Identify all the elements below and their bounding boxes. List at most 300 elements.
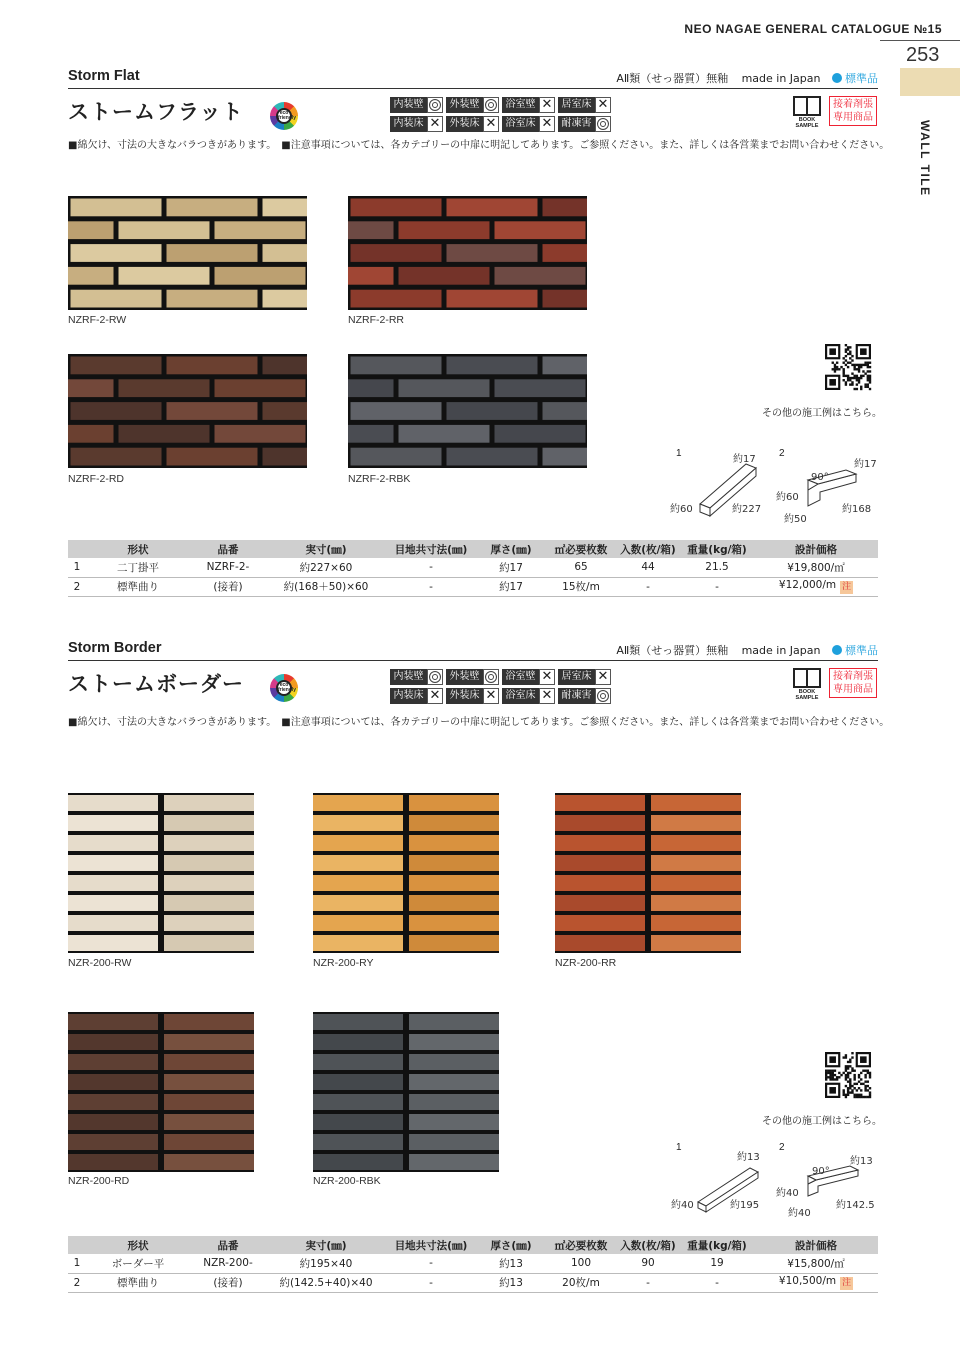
tile-piece: [555, 915, 645, 931]
usage-cell: [502, 115, 556, 132]
standard-label: 標準品: [845, 72, 878, 85]
tile-piece: [543, 199, 588, 217]
table-cell: ¥15,800/㎡: [754, 1254, 878, 1273]
swatch-code: NZR-200-RD: [68, 1175, 130, 1187]
standard-label: 標準品: [845, 644, 878, 657]
tile-piece: [164, 1014, 254, 1030]
tile-piece: [263, 199, 308, 217]
table-cell: 約(142.5+40)×40: [266, 1273, 386, 1292]
product-section-storm-flat: [0, 68, 960, 598]
tile-piece: [409, 1114, 499, 1130]
table-cell: 2: [68, 577, 86, 596]
table-cell: 約(168＋50)×60: [266, 577, 386, 596]
tile-piece: [119, 221, 210, 239]
table-header: 重量(kg/箱): [680, 1236, 754, 1254]
swatch-code: NZRF-2-RBK: [348, 473, 411, 485]
tile-piece: [68, 1034, 158, 1050]
table-header: 品番: [190, 1236, 266, 1254]
tile-piece: [651, 835, 741, 851]
suitable-icon: [595, 688, 611, 704]
product-en-title: Storm Border: [68, 640, 162, 656]
tile-piece: [68, 1094, 158, 1110]
eco-label: eco friendly: [276, 108, 292, 124]
tile-piece: [555, 895, 645, 911]
product-section-storm-border: [0, 640, 960, 1300]
dimension-label: 約168: [842, 504, 872, 515]
usage-label: 内装床: [390, 116, 427, 132]
tile-piece: [164, 795, 254, 811]
table-header: 重量(kg/箱): [680, 540, 754, 558]
made-in: made in Japan: [741, 644, 821, 657]
tile-piece: [119, 267, 210, 285]
tile-piece: [409, 1014, 499, 1030]
suitable-icon: [483, 97, 499, 113]
tile-piece: [651, 855, 741, 871]
spec-table: [68, 540, 878, 597]
tile-piece: [409, 795, 499, 811]
tile-piece: [351, 290, 442, 308]
usage-cell: [446, 115, 500, 132]
adhesive-only-badge: 接着剤張専用商品: [829, 668, 877, 698]
tile-piece: [313, 835, 403, 851]
tile-piece: [68, 1054, 158, 1070]
tile-piece: [447, 402, 538, 420]
tile-piece: [651, 895, 741, 911]
usage-label: 外装床: [446, 688, 483, 704]
diagram-number-1: 1: [676, 1142, 682, 1153]
table-header-row: [68, 540, 878, 558]
diagram-number-1: 1: [676, 448, 682, 459]
tile-piece: [68, 895, 158, 911]
table-cell: 標準曲り: [86, 577, 190, 596]
tile-piece: [399, 221, 490, 239]
tile-piece: [399, 379, 490, 397]
usage-cell: [558, 115, 612, 132]
table-cell: -: [386, 577, 476, 596]
tile-piece: [351, 448, 442, 466]
tile-piece: [164, 915, 254, 931]
price-value: ¥12,000/m: [778, 579, 837, 591]
tile-piece: [409, 1154, 499, 1170]
product-jp-title: ストームフラット: [68, 100, 244, 124]
tile-piece: [351, 357, 442, 375]
table-header: 目地共寸法(㎜): [386, 540, 476, 558]
caution-note: ■綿欠け、寸法の大きなバラつきがあります。 ■注意事項については、各カテゴリーの中扉に明記してあります。ご参照ください。また、詳しくは各営業までお問い合わせください。: [68, 717, 890, 728]
dimension-label: 約142.5: [836, 1200, 875, 1211]
swatch-code: NZRF-2-RW: [68, 314, 127, 326]
usage-cell: [502, 96, 556, 113]
tile-piece: [348, 221, 394, 239]
note-badge: 注: [842, 582, 852, 592]
table-cell: -: [616, 1273, 680, 1292]
usage-cell: [390, 687, 444, 704]
tile-piece: [263, 244, 308, 262]
dimension-label: 約50: [784, 514, 807, 525]
tile-swatch: [348, 196, 587, 310]
tile-piece: [495, 425, 586, 443]
catalogue-title: NEO NAGAE GENERAL CATALOGUE №15: [684, 22, 942, 36]
tile-piece: [68, 1014, 158, 1030]
tile-piece: [263, 290, 308, 308]
tile-piece: [164, 1094, 254, 1110]
tile-piece: [68, 835, 158, 851]
usage-label: 居室床: [558, 669, 595, 685]
table-header: 実寸(㎜): [266, 1236, 386, 1254]
table-cell: 90: [616, 1254, 680, 1273]
tile-piece: [68, 855, 158, 871]
tile-piece: [409, 1094, 499, 1110]
table-header: [68, 540, 86, 558]
tile-piece: [167, 448, 258, 466]
table-cell: 約17: [476, 558, 546, 577]
tile-swatch: [313, 1012, 499, 1172]
tile-piece: [651, 935, 741, 951]
tile-piece: [351, 199, 442, 217]
tile-piece: [313, 1014, 403, 1030]
tile-piece: [68, 1154, 158, 1170]
title-rule: [68, 88, 878, 89]
dimension-label: 90°: [811, 472, 829, 483]
tile-piece: [409, 915, 499, 931]
table-cell: 21.5: [680, 558, 754, 577]
page-number: 253: [906, 44, 940, 66]
tile-piece: [555, 815, 645, 831]
table-cell: 約13: [476, 1254, 546, 1273]
product-jp-title: ストームボーダー: [68, 672, 244, 696]
tile-piece: [313, 1094, 403, 1110]
tile-piece: [351, 244, 442, 262]
dimension-label: 約195: [730, 1200, 760, 1211]
tile-piece: [167, 199, 258, 217]
swatch-code: NZRF-2-RR: [348, 314, 404, 326]
tile-piece: [164, 815, 254, 831]
tile-piece: [409, 1054, 499, 1070]
tile-piece: [555, 875, 645, 891]
dimension-label: 約40: [776, 1188, 799, 1199]
table-header: 厚さ(㎜): [476, 540, 546, 558]
tile-piece: [447, 244, 538, 262]
tile-piece: [651, 875, 741, 891]
usage-label: 居室床: [558, 97, 595, 113]
table-cell-price: [754, 1273, 878, 1292]
tile-piece: [71, 244, 162, 262]
table-header: 厚さ(㎜): [476, 1236, 546, 1254]
swatch-code: NZR-200-RR: [555, 957, 617, 969]
unsuitable-icon: ✕: [427, 116, 443, 132]
table-header: 形状: [86, 1236, 190, 1254]
tile-piece: [313, 1114, 403, 1130]
usage-cell: [558, 96, 612, 113]
table-row: [68, 1273, 878, 1292]
tile-piece: [164, 1054, 254, 1070]
tile-swatch: [68, 354, 307, 468]
tile-piece: [164, 1074, 254, 1090]
dimension-label: 約227: [732, 504, 762, 515]
unsuitable-icon: ✕: [427, 688, 443, 704]
qr-code-icon[interactable]: [825, 1052, 871, 1098]
usage-grid: [390, 668, 612, 704]
swatch-code: NZR-200-RY: [313, 957, 374, 969]
tile-piece: [313, 915, 403, 931]
tile-piece: [313, 1074, 403, 1090]
tile-piece: [409, 1074, 499, 1090]
suitable-icon: [427, 97, 443, 113]
table-cell: 約13: [476, 1273, 546, 1292]
table-cell: -: [680, 1273, 754, 1292]
tile-piece: [167, 244, 258, 262]
suitable-icon: [427, 669, 443, 685]
table-cell: 100: [546, 1254, 616, 1273]
table-cell: 19: [680, 1254, 754, 1273]
tile-piece: [68, 425, 114, 443]
table-cell-price: [754, 577, 878, 596]
book-sample: [791, 96, 823, 129]
eco-label: eco friendly: [276, 680, 292, 696]
tile-piece: [68, 1114, 158, 1130]
table-cell: 約227×60: [266, 558, 386, 577]
suitable-icon: [595, 116, 611, 132]
tile-piece: [409, 835, 499, 851]
usage-cell: [446, 668, 500, 685]
table-header: 入数(枚/箱): [616, 1236, 680, 1254]
table-cell: 約17: [476, 577, 546, 596]
usage-cell: [390, 668, 444, 685]
table-header: 入数(枚/箱): [616, 540, 680, 558]
usage-cell: [502, 668, 556, 685]
tile-piece: [68, 795, 158, 811]
table-row: [68, 577, 878, 596]
tile-piece: [164, 1154, 254, 1170]
book-sample-label: BOOK SAMPLE: [795, 689, 819, 701]
tile-piece: [351, 402, 442, 420]
tile-piece: [555, 835, 645, 851]
book-sample-label: BOOK SAMPLE: [795, 117, 819, 129]
table-header: 品番: [190, 540, 266, 558]
tile-piece: [164, 1134, 254, 1150]
diagram-number-2: 2: [779, 448, 785, 459]
table-header-row: [68, 1236, 878, 1254]
tile-piece: [409, 1134, 499, 1150]
qr-caption: その他の施工例はこちら。: [762, 1116, 882, 1127]
qr-code-icon[interactable]: [825, 344, 871, 390]
tile-piece: [447, 448, 538, 466]
standard-dot-icon: [832, 645, 842, 655]
usage-label: 内装壁: [390, 97, 427, 113]
book-sample: [791, 668, 823, 701]
table-cell: -: [386, 558, 476, 577]
tile-piece: [543, 357, 588, 375]
diagram-number-2: 2: [779, 1142, 785, 1153]
tile-piece: [71, 357, 162, 375]
title-rule: [68, 660, 878, 661]
table-cell: -: [386, 1273, 476, 1292]
tile-piece: [164, 935, 254, 951]
usage-label: 内装壁: [390, 669, 427, 685]
table-cell: NZRF-2-: [190, 558, 266, 577]
tile-swatch: [348, 354, 587, 468]
tile-piece: [119, 425, 210, 443]
table-cell: 約195×40: [266, 1254, 386, 1273]
tile-piece: [71, 290, 162, 308]
spec-class: AⅡ類（せっ器質）無釉: [616, 72, 729, 85]
tile-piece: [313, 935, 403, 951]
table-cell: 20枚/m: [546, 1273, 616, 1292]
table-header: 設計価格: [754, 540, 878, 558]
tile-piece: [167, 290, 258, 308]
table-cell: 1: [68, 1254, 86, 1273]
table-cell: ボーダー平: [86, 1254, 190, 1273]
tile-piece: [495, 379, 586, 397]
tile-piece: [167, 357, 258, 375]
tile-piece: [313, 1054, 403, 1070]
spec-table: [68, 1236, 878, 1293]
tile-piece: [215, 267, 306, 285]
tile-piece: [313, 855, 403, 871]
tile-piece: [651, 795, 741, 811]
table-header: [68, 1236, 86, 1254]
suitable-icon: [483, 669, 499, 685]
tile-piece: [68, 1134, 158, 1150]
tile-piece: [447, 199, 538, 217]
tile-piece: [68, 1074, 158, 1090]
usage-cell: [502, 687, 556, 704]
tile-piece: [263, 448, 308, 466]
tile-piece: [164, 835, 254, 851]
table-cell: 2: [68, 1273, 86, 1292]
tile-piece: [119, 379, 210, 397]
tile-piece: [651, 915, 741, 931]
table-cell: 65: [546, 558, 616, 577]
usage-cell: [390, 115, 444, 132]
swatch-code: NZRF-2-RD: [68, 473, 124, 485]
unsuitable-icon: ✕: [539, 688, 555, 704]
dimension-label: 約17: [854, 459, 877, 470]
spec-class: AⅡ類（せっ器質）無釉: [616, 644, 729, 657]
tile-swatch: [555, 793, 741, 953]
usage-label: 内装床: [390, 688, 427, 704]
usage-cell: [390, 96, 444, 113]
qr-caption: その他の施工例はこちら。: [762, 408, 882, 419]
dimension-label: 約40: [671, 1200, 694, 1211]
table-header: ㎡必要枚数: [546, 1236, 616, 1254]
dimension-label: 約13: [850, 1156, 873, 1167]
tile-piece: [215, 379, 306, 397]
unsuitable-icon: ✕: [539, 97, 555, 113]
dimension-label: 約17: [733, 454, 756, 465]
tile-piece: [543, 244, 588, 262]
table-cell: -: [386, 1254, 476, 1273]
usage-cell: [558, 668, 612, 685]
spec-line: [616, 642, 878, 658]
dimension-label: 約40: [788, 1208, 811, 1219]
table-cell: NZR-200-: [190, 1254, 266, 1273]
unsuitable-icon: ✕: [595, 669, 611, 685]
tile-piece: [68, 815, 158, 831]
tile-piece: [68, 935, 158, 951]
tile-piece: [495, 267, 586, 285]
dimension-label: 約60: [776, 492, 799, 503]
table-row: [68, 558, 878, 577]
unsuitable-icon: ✕: [595, 97, 611, 113]
swatch-code: NZR-200-RW: [68, 957, 132, 969]
tile-piece: [263, 402, 308, 420]
tile-piece: [543, 402, 588, 420]
tile-piece: [555, 795, 645, 811]
adhesive-only-badge: 接着剤張専用商品: [829, 96, 877, 126]
tile-piece: [313, 1034, 403, 1050]
tile-piece: [68, 267, 114, 285]
tile-piece: [313, 795, 403, 811]
dimension-label: 約13: [737, 1152, 760, 1163]
tile-piece: [495, 221, 586, 239]
table-header: 目地共寸法(㎜): [386, 1236, 476, 1254]
table-row: [68, 1254, 878, 1273]
tile-piece: [68, 379, 114, 397]
tile-piece: [313, 1134, 403, 1150]
dimension-label: 90°: [812, 1166, 830, 1177]
usage-label: 浴室床: [502, 116, 539, 132]
tile-piece: [555, 935, 645, 951]
usage-label: 浴室床: [502, 688, 539, 704]
unsuitable-icon: ✕: [483, 116, 499, 132]
made-in: made in Japan: [741, 72, 821, 85]
usage-label: 外装床: [446, 116, 483, 132]
table-cell: -: [616, 577, 680, 596]
usage-cell: [558, 687, 612, 704]
table-cell: -: [680, 577, 754, 596]
tile-piece: [71, 199, 162, 217]
tile-piece: [409, 875, 499, 891]
tile-piece: [313, 895, 403, 911]
book-icon: [793, 96, 821, 116]
usage-label: 外装壁: [446, 669, 483, 685]
unsuitable-icon: ✕: [539, 116, 555, 132]
tile-piece: [348, 425, 394, 443]
spec-line: [616, 70, 878, 86]
usage-label: 外装壁: [446, 97, 483, 113]
side-label: WALL TILE: [918, 120, 932, 197]
tile-piece: [348, 267, 394, 285]
tile-piece: [313, 815, 403, 831]
usage-label: 浴室壁: [502, 669, 539, 685]
tile-piece: [71, 448, 162, 466]
tile-piece: [651, 815, 741, 831]
usage-cell: [446, 96, 500, 113]
tile-piece: [68, 221, 114, 239]
eco-friendly-icon: [270, 674, 298, 702]
table-cell: 15枚/m: [546, 577, 616, 596]
header-rule: [880, 40, 960, 41]
tile-piece: [164, 855, 254, 871]
tile-piece: [164, 895, 254, 911]
tile-piece: [409, 1034, 499, 1050]
tile-swatch: [313, 793, 499, 953]
table-header: 設計価格: [754, 1236, 878, 1254]
tile-piece: [68, 875, 158, 891]
unsuitable-icon: ✕: [539, 669, 555, 685]
caution-note: ■綿欠け、寸法の大きなバラつきがあります。 ■注意事項については、各カテゴリーの中扉に明記してあります。ご参照ください。また、詳しくは各営業までお問い合わせください。: [68, 140, 890, 151]
tile-piece: [215, 221, 306, 239]
tile-piece: [164, 1034, 254, 1050]
tile-piece: [543, 448, 588, 466]
tile-piece: [447, 357, 538, 375]
table-header: ㎡必要枚数: [546, 540, 616, 558]
unsuitable-icon: ✕: [483, 688, 499, 704]
tile-piece: [215, 425, 306, 443]
usage-grid: [390, 96, 612, 132]
tile-piece: [399, 425, 490, 443]
usage-cell: [446, 687, 500, 704]
